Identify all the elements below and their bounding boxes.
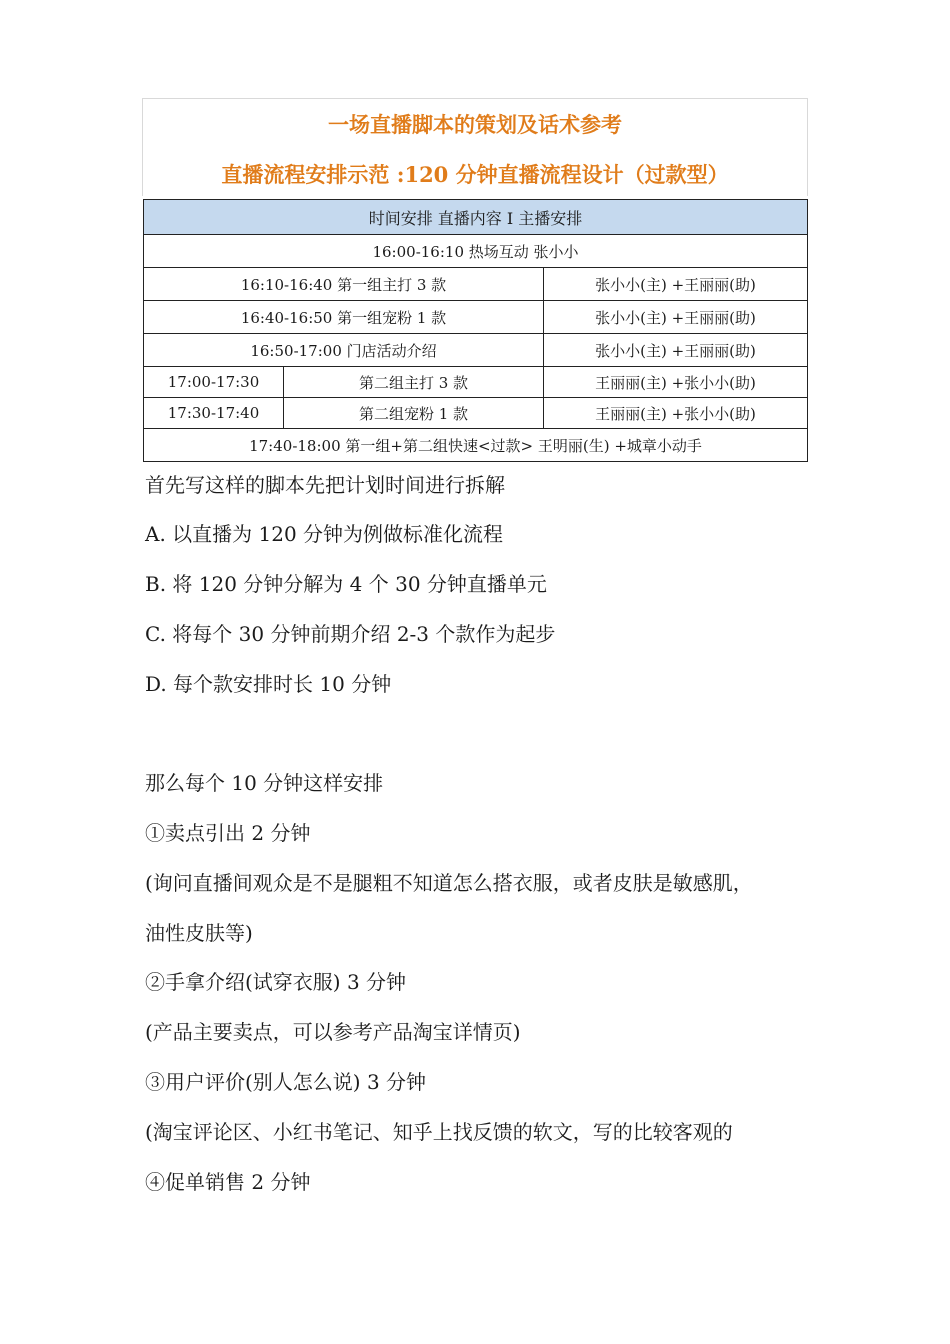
list-item: A. 以直播为 120 分钟为例做标准化流程 <box>145 522 504 546</box>
table-row <box>144 398 808 429</box>
title-box <box>142 98 808 196</box>
table-row <box>144 334 808 367</box>
table-row <box>144 367 808 398</box>
table-header-row <box>144 200 808 235</box>
table-cell: 王丽丽(主) +张小小(助) <box>544 367 808 398</box>
schedule-table <box>143 199 808 462</box>
table-row <box>144 235 808 268</box>
main-title: 一场直播脚本的策划及话术参考 <box>328 112 622 137</box>
table-row <box>144 429 808 462</box>
step-line: (淘宝评论区、小红书笔记、知乎上找反馈的软文，写的比较客观的 <box>145 1120 733 1144</box>
paragraph-sub-intro: 那么每个 10 分钟这样安排 <box>145 771 384 795</box>
list-item: B. 将 120 分钟分解为 4 个 30 分钟直播单元 <box>145 572 547 596</box>
step-line: ③用户评价(别人怎么说) 3 分钟 <box>145 1070 427 1094</box>
table-header: 时间安排 直播内容 I 主播安排 <box>144 200 808 235</box>
sub-title: 直播流程安排示范 :120 分钟直播流程设计（过款型） <box>221 162 729 187</box>
paragraph-intro: 首先写这样的脚本先把计划时间进行拆解 <box>145 473 505 497</box>
table-cell: 17:00-17:30 <box>144 367 284 398</box>
table-cell: 第二组主打 3 款 <box>284 367 544 398</box>
table-cell: 张小小(主) +王丽丽(助) <box>544 334 808 367</box>
step-line: (产品主要卖点，可以参考产品淘宝详情页) <box>145 1020 521 1044</box>
table-cell: 16:50-17:00 门店活动介绍 <box>144 334 544 367</box>
table-cell: 16:00-16:10 热场互动 张小小 <box>144 235 808 268</box>
step-line: ④促单销售 2 分钟 <box>145 1170 311 1194</box>
table-row <box>144 301 808 334</box>
table-row <box>144 268 808 301</box>
table-cell: 张小小(主) +王丽丽(助) <box>544 268 808 301</box>
table-cell: 17:30-17:40 <box>144 398 284 429</box>
table-cell: 第二组宠粉 1 款 <box>284 398 544 429</box>
step-line: 油性皮肤等) <box>145 921 253 945</box>
list-item: C. 将每个 30 分钟前期介绍 2-3 个款作为起步 <box>145 622 556 646</box>
step-line: ①卖点引出 2 分钟 <box>145 821 311 845</box>
table-cell: 16:40-16:50 第一组宠粉 1 款 <box>144 301 544 334</box>
table-cell: 16:10-16:40 第一组主打 3 款 <box>144 268 544 301</box>
table-cell: 17:40-18:00 第一组+第二组快速<过款> 王明丽(生) +城章小动手 <box>144 429 808 462</box>
table-cell: 张小小(主) +王丽丽(助) <box>544 301 808 334</box>
list-item: D. 每个款安排时长 10 分钟 <box>145 672 392 696</box>
step-line: (询问直播间观众是不是腿粗不知道怎么搭衣服，或者皮肤是敏感肌， <box>145 871 753 895</box>
step-line: ②手拿介绍(试穿衣服) 3 分钟 <box>145 970 407 994</box>
table-cell: 王丽丽(主) +张小小(助) <box>544 398 808 429</box>
